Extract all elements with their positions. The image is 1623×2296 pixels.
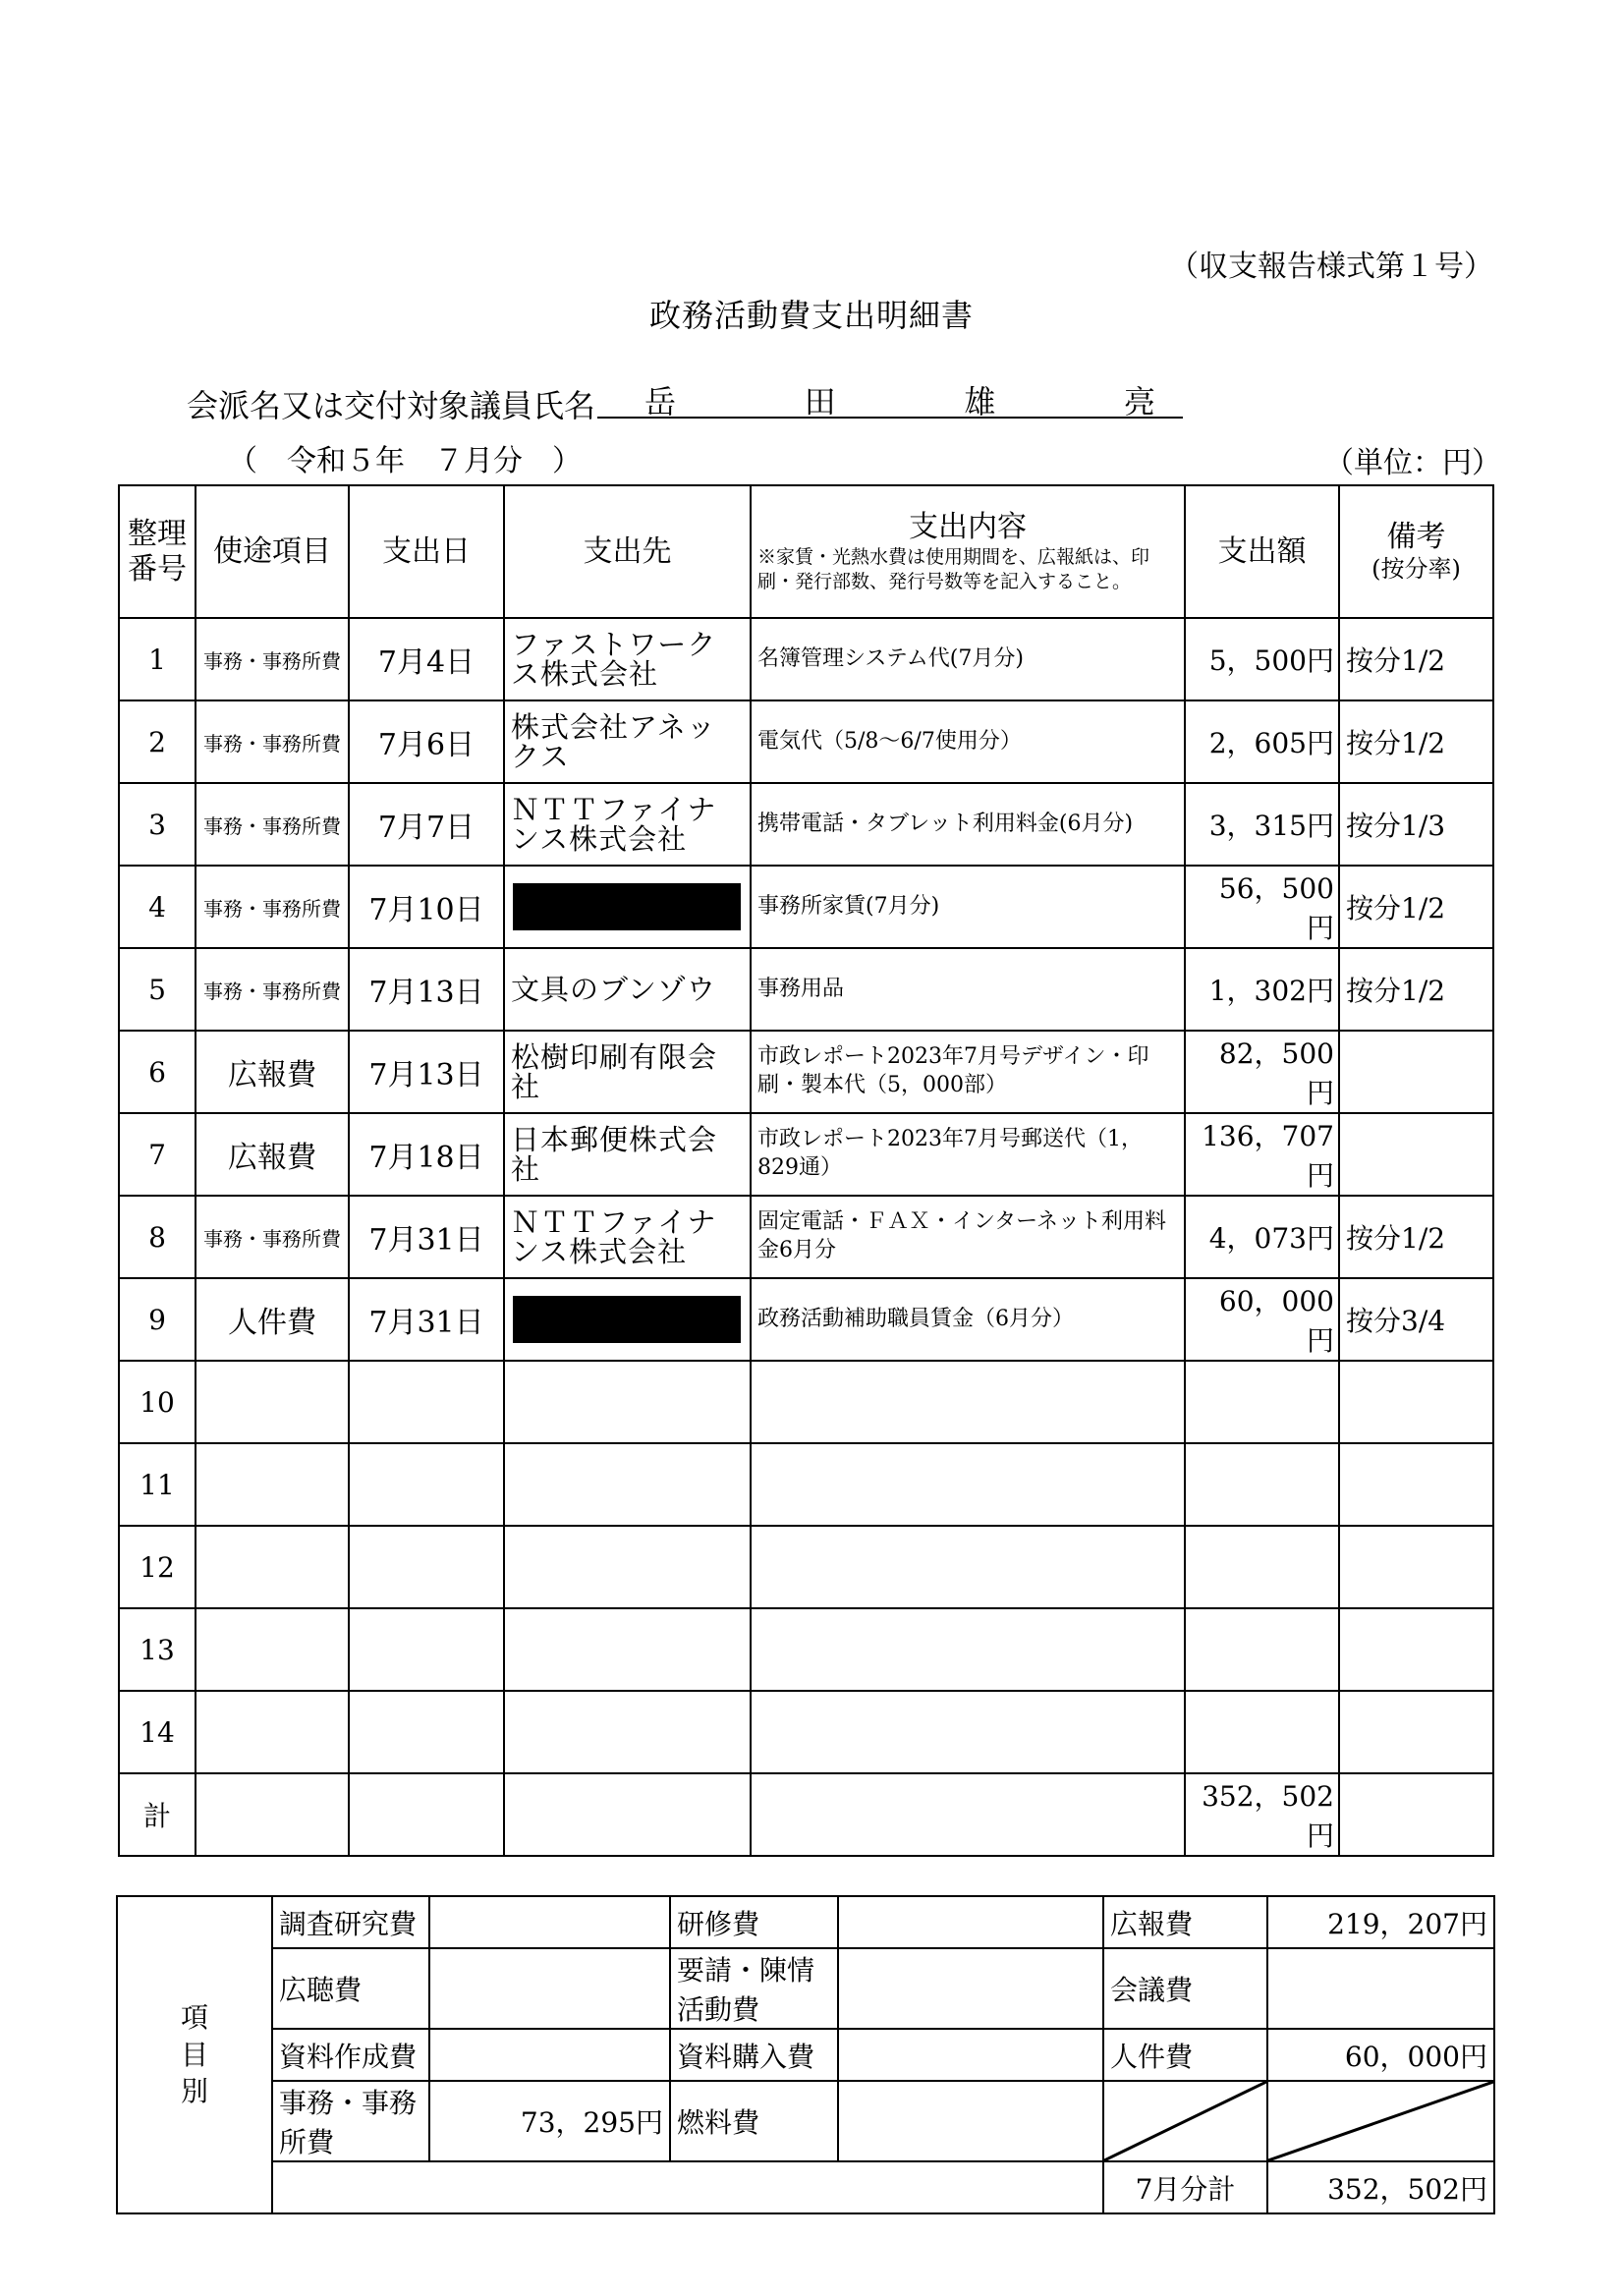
unit-label: （単位：円）: [1324, 446, 1501, 480]
row-amount: [1185, 1608, 1339, 1691]
summary-value: [838, 2029, 1103, 2081]
name-char: 雄: [964, 383, 996, 420]
summary-label: 事務・事務所費: [272, 2081, 429, 2161]
table-row: [119, 783, 1493, 866]
row-date: [349, 1691, 504, 1773]
row-date: 7月13日: [349, 1031, 504, 1113]
row-payee: [504, 1443, 751, 1526]
row-amount: 56，500円: [1185, 866, 1339, 948]
row-use: 事務・事務所費: [196, 783, 349, 866]
row-use: 事務・事務所費: [196, 866, 349, 948]
strike-line: [1268, 2082, 1493, 2160]
row-use: [196, 1608, 349, 1691]
header-content-title: 支出内容: [909, 509, 1027, 544]
row-remarks: 按分1/2: [1339, 618, 1493, 700]
summary-label: 研修費: [670, 1896, 838, 1948]
row-remarks: 按分1/2: [1339, 866, 1493, 948]
row-content: 市政レポート2023年7月号デザイン・印刷・製本代（5，000部）: [751, 1031, 1185, 1113]
row-remarks: 按分1/2: [1339, 700, 1493, 783]
row-payee: 日本郵便株式会社: [504, 1113, 751, 1196]
row-date: [349, 1443, 504, 1526]
row-use: [196, 1443, 349, 1526]
summary-label: 要請・陳情活動費: [670, 1948, 838, 2029]
summary-row: [117, 2161, 1494, 2213]
total-blank: [1339, 1773, 1493, 1856]
table-row: [119, 1691, 1493, 1773]
month-total-label: 7月分計: [1103, 2161, 1267, 2213]
summary-value: 73，295円: [429, 2081, 670, 2161]
header-remarks-note: (按分率): [1371, 555, 1461, 584]
row-amount: [1185, 1443, 1339, 1526]
row-no: 5: [119, 948, 196, 1031]
row-amount: 2，605円: [1185, 700, 1339, 783]
row-payee: [504, 1278, 751, 1361]
table-row: [119, 1443, 1493, 1526]
summary-row: [117, 2081, 1494, 2161]
total-blank: [751, 1773, 1185, 1856]
row-no: 3: [119, 783, 196, 866]
table-row: [119, 1196, 1493, 1278]
row-content: [751, 1608, 1185, 1691]
row-amount: [1185, 1526, 1339, 1608]
row-remarks: [1339, 1691, 1493, 1773]
table-row: [119, 618, 1493, 700]
table-row: [119, 1608, 1493, 1691]
total-amount: 352，502円: [1185, 1773, 1339, 1856]
row-content: 固定電話・ＦＡＸ・インターネット利用料金6月分: [751, 1196, 1185, 1278]
name-char: 岳: [644, 383, 677, 420]
summary-blank: [272, 2161, 1103, 2213]
row-content: 携帯電話・タブレット利用料金(6月分): [751, 783, 1185, 866]
row-payee: [504, 1691, 751, 1773]
row-remarks: [1339, 1443, 1493, 1526]
row-amount: 60，000円: [1185, 1278, 1339, 1361]
row-content: [751, 1443, 1185, 1526]
table-row: [119, 700, 1493, 783]
row-use: 事務・事務所費: [196, 618, 349, 700]
row-no: 11: [119, 1443, 196, 1526]
row-remarks: 按分1/2: [1339, 1196, 1493, 1278]
row-use: 事務・事務所費: [196, 948, 349, 1031]
table-row: [119, 1113, 1493, 1196]
row-use: [196, 1526, 349, 1608]
row-no: 2: [119, 700, 196, 783]
row-content: [751, 1691, 1185, 1773]
row-date: 7月6日: [349, 700, 504, 783]
row-payee: 文具のブンゾウ: [504, 948, 751, 1031]
summary-label: 会議費: [1103, 1948, 1267, 2029]
row-remarks: [1339, 1113, 1493, 1196]
summary-value: 60，000円: [1267, 2029, 1494, 2081]
table-row: [119, 1278, 1493, 1361]
row-date: [349, 1361, 504, 1443]
header-content: [751, 485, 1185, 618]
row-use: [196, 1361, 349, 1443]
row-no: 7: [119, 1113, 196, 1196]
row-use: 事務・事務所費: [196, 1196, 349, 1278]
row-amount: 1，302円: [1185, 948, 1339, 1031]
row-date: 7月13日: [349, 948, 504, 1031]
row-amount: 5，500円: [1185, 618, 1339, 700]
row-content: 電気代（5/8～6/7使用分）: [751, 700, 1185, 783]
row-content: 事務所家賃(7月分): [751, 866, 1185, 948]
row-date: 7月10日: [349, 866, 504, 948]
form-number: （収支報告様式第１号）: [1169, 250, 1493, 284]
total-row: [119, 1773, 1493, 1856]
row-content: 名簿管理システム代(7月分): [751, 618, 1185, 700]
summary-row: [117, 1896, 1494, 1948]
summary-value: [838, 1896, 1103, 1948]
row-use: 広報費: [196, 1113, 349, 1196]
row-amount: 3，315円: [1185, 783, 1339, 866]
row-date: [349, 1608, 504, 1691]
row-payee: ＮＴＴファイナンス株式会社: [504, 1196, 751, 1278]
table-row: [119, 1031, 1493, 1113]
summary-value: [429, 1948, 670, 2029]
summary-value: [1267, 1948, 1494, 2029]
expense-table: [118, 484, 1494, 1857]
row-date: 7月31日: [349, 1196, 504, 1278]
row-payee: [504, 866, 751, 948]
total-blank: [349, 1773, 504, 1856]
summary-label: 資料購入費: [670, 2029, 838, 2081]
row-payee: [504, 1361, 751, 1443]
row-remarks: 按分1/3: [1339, 783, 1493, 866]
table-header-row: [119, 485, 1493, 618]
row-no: 6: [119, 1031, 196, 1113]
row-no: 9: [119, 1278, 196, 1361]
row-amount: 136，707円: [1185, 1113, 1339, 1196]
table-row: [119, 1361, 1493, 1443]
row-content: 事務用品: [751, 948, 1185, 1031]
row-no: 14: [119, 1691, 196, 1773]
summary-label: 燃料費: [670, 2081, 838, 2161]
row-use: [196, 1691, 349, 1773]
row-no: 1: [119, 618, 196, 700]
row-payee: 株式会社アネックス: [504, 700, 751, 783]
row-amount: 4，073円: [1185, 1196, 1339, 1278]
summary-value: [838, 2081, 1103, 2161]
struck-cell: [1267, 2081, 1494, 2161]
document-title: 政務活動費支出明細書: [648, 297, 974, 334]
header-remarks: [1339, 485, 1493, 618]
member-name: [597, 377, 1183, 419]
row-date: 7月4日: [349, 618, 504, 700]
row-remarks: 按分1/2: [1339, 948, 1493, 1031]
category-summary-table: [116, 1895, 1495, 2214]
summary-row: [117, 2029, 1494, 2081]
name-label: 会派名又は交付対象議員氏名: [187, 387, 596, 424]
summary-label: 人件費: [1103, 2029, 1267, 2081]
row-no: 13: [119, 1608, 196, 1691]
row-use: 広報費: [196, 1031, 349, 1113]
row-payee: 松樹印刷有限会社: [504, 1031, 751, 1113]
name-char: 亮: [1123, 383, 1155, 420]
row-payee: ファストワークス株式会社: [504, 618, 751, 700]
summary-value: 219，207円: [1267, 1896, 1494, 1948]
row-amount: [1185, 1361, 1339, 1443]
row-use: 人件費: [196, 1278, 349, 1361]
redaction-bar: [513, 1296, 741, 1343]
summary-label: 資料作成費: [272, 2029, 429, 2081]
struck-cell: [1103, 2081, 1267, 2161]
strike-line: [1104, 2082, 1266, 2160]
row-date: 7月31日: [349, 1278, 504, 1361]
row-remarks: [1339, 1361, 1493, 1443]
row-date: 7月7日: [349, 783, 504, 866]
row-no: 12: [119, 1526, 196, 1608]
row-content: [751, 1526, 1185, 1608]
row-use: 事務・事務所費: [196, 700, 349, 783]
total-blank: [504, 1773, 751, 1856]
summary-row: [117, 1948, 1494, 2029]
row-no: 8: [119, 1196, 196, 1278]
row-amount: 82，500円: [1185, 1031, 1339, 1113]
row-date: 7月18日: [349, 1113, 504, 1196]
row-payee: [504, 1608, 751, 1691]
row-payee: ＮＴＴファイナンス株式会社: [504, 783, 751, 866]
row-remarks: [1339, 1031, 1493, 1113]
month-total-value: 352，502円: [1267, 2161, 1494, 2213]
table-row: [119, 948, 1493, 1031]
report-period: （ 令和５年 ７月分 ）: [228, 444, 582, 478]
redaction-bar: [513, 883, 741, 930]
header-use: 使途項目: [196, 485, 349, 618]
row-payee: [504, 1526, 751, 1608]
row-no: 10: [119, 1361, 196, 1443]
row-date: [349, 1526, 504, 1608]
summary-label: 広報費: [1103, 1896, 1267, 1948]
row-amount: [1185, 1691, 1339, 1773]
row-no: 4: [119, 866, 196, 948]
total-label: 計: [119, 1773, 196, 1856]
summary-label: 広聴費: [272, 1948, 429, 2029]
row-remarks: [1339, 1608, 1493, 1691]
header-no: 整理番号: [119, 485, 196, 618]
table-row: [119, 866, 1493, 948]
table-row: [119, 1526, 1493, 1608]
row-remarks: [1339, 1526, 1493, 1608]
header-payee: 支出先: [504, 485, 751, 618]
summary-value: [429, 1896, 670, 1948]
row-content: 政務活動補助職員賃金（6月分）: [751, 1278, 1185, 1361]
category-label: 項目別: [117, 1896, 272, 2213]
header-amount: 支出額: [1185, 485, 1339, 618]
row-content: 市政レポート2023年7月号郵送代（1，829通）: [751, 1113, 1185, 1196]
row-content: [751, 1361, 1185, 1443]
header-remarks-title: 備考: [1386, 520, 1446, 555]
summary-value: [429, 2029, 670, 2081]
header-date: 支出日: [349, 485, 504, 618]
summary-label: 調査研究費: [272, 1896, 429, 1948]
summary-value: [838, 1948, 1103, 2029]
name-char: 田: [804, 383, 836, 420]
total-blank: [196, 1773, 349, 1856]
row-remarks: 按分3/4: [1339, 1278, 1493, 1361]
header-content-note: ※家賃・光熱水費は使用期間を、広報紙は、印刷・発行部数、発行号数等を記入すること。: [757, 545, 1150, 592]
